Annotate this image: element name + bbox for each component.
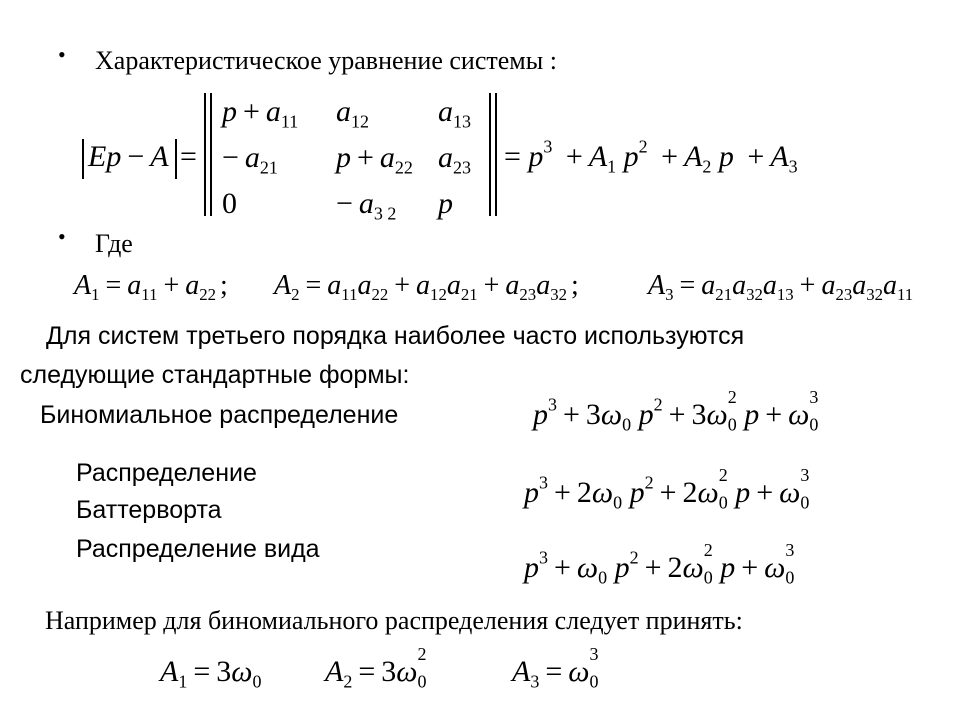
coefficient-a1: $A_1 = a_{11} + a_{22}$ ;: [74, 270, 228, 304]
matrix-cell: $a_{12}$: [336, 95, 369, 132]
lhs-ep: Ep − A: [88, 140, 169, 173]
matrix-bar-left-2: [210, 93, 212, 216]
matrix-cell: $p + a_{22}$: [336, 141, 413, 178]
matrix-cell: 0: [222, 187, 237, 220]
char-eq-heading: Характеристическое уравнение системы :: [95, 46, 557, 75]
form-butterworth-polynomial: $p^3 + 2\omega_0$ $p^2 + 2\omega$ 2 $_0$ p + ω 3 $_0$: [524, 465, 810, 513]
characteristic-polynomial: = $p^3 + A_1$ $p^2 + A_2$ $p + A_3$: [504, 136, 798, 177]
matrix-cell: $a_{23}$: [438, 141, 471, 178]
where-heading: Где: [95, 229, 133, 258]
matrix-bar-right-2: [495, 93, 497, 216]
abs-bar-left: [82, 139, 84, 179]
matrix-cell: p: [438, 187, 453, 220]
example-a2: $A_2 = 3\omega$ 2 $_0$: [325, 644, 427, 692]
coefficient-a3: $A_3 = a_{21}a_{32}a_{13} + a_{23}a_{32}a_{11}$: [648, 270, 914, 304]
matrix-cell: − $a_{21}$: [222, 141, 278, 178]
bullet-dot: •: [58, 42, 66, 67]
form-binomial-polynomial: $p^3 + 3\omega_0$ $p^2 + 3\omega$ 2 $_0$ p + ω 3 $_0$: [533, 387, 819, 435]
example-a1: $A_1 = 3\omega_0$: [160, 655, 262, 692]
bullet-dot: •: [58, 224, 66, 249]
form-custom-polynomial: $p^3 + \omega_0$ $p^2 + 2\omega$ 2 $_0$ p + ω 3 $_0$: [524, 540, 795, 588]
form-label-custom: Распределение вида: [76, 535, 320, 563]
matrix-cell: $p + a_{11}$: [222, 95, 299, 132]
form-label-butterworth-2: Баттерворта: [76, 496, 222, 524]
example-a3: $A_3 = \omega$ 3 $_0$: [512, 644, 599, 692]
matrix-bar-left-1: [204, 93, 206, 216]
matrix-cell: − $a_{3 2}$: [336, 187, 397, 224]
form-label-binomial: Биномиальное распределение: [40, 401, 399, 429]
matrix-cell: $a_{13}$: [438, 95, 471, 132]
equals-sign: =: [180, 140, 197, 173]
abs-bar-right: [175, 139, 177, 179]
intro-line-1: Для систем третьего порядка наиболее часто используются: [46, 322, 745, 350]
example-text: Например для биномиального распределения следует принять:: [45, 606, 743, 635]
coefficient-a2: $A_2 = a_{11}a_{22} + a_{12}a_{21} + a_{23}a_{32}$ ;: [274, 270, 579, 304]
intro-line-2: следующие стандартные формы:: [20, 361, 410, 389]
matrix-bar-right-1: [489, 93, 491, 216]
form-label-butterworth-1: Распределение: [76, 459, 257, 487]
